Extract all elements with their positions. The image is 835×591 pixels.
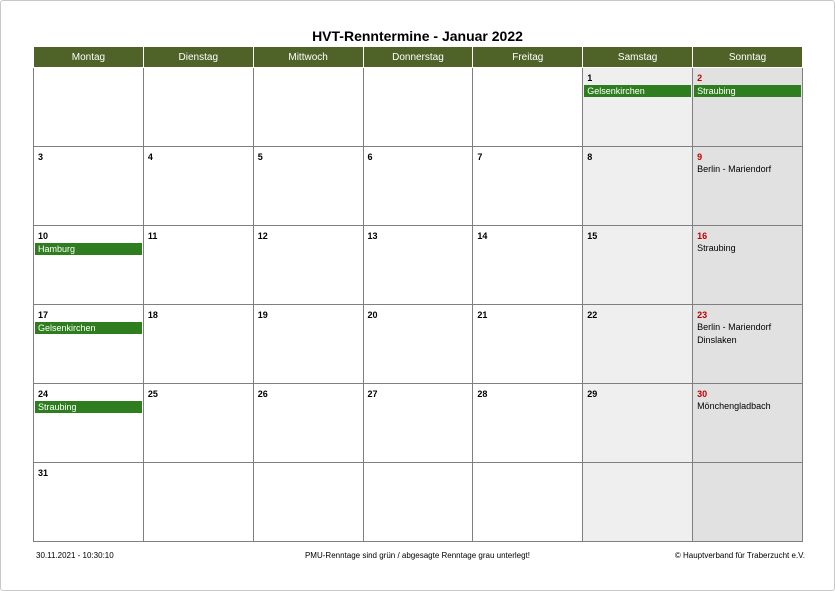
day-cell[interactable] [363,463,473,542]
race-event[interactable]: Mönchengladbach [697,401,771,411]
week-row [34,68,803,147]
calendar-body [34,68,803,542]
week-row [34,305,803,384]
day-cell[interactable] [473,68,583,147]
day-cell[interactable] [583,384,693,463]
day-cell[interactable] [363,305,473,384]
day-number: 11 [147,231,158,241]
day-number: 30 [697,389,708,399]
calendar-grid [33,46,803,542]
day-cell[interactable] [693,147,803,226]
day-cell[interactable] [363,384,473,463]
day-cell[interactable] [473,226,583,305]
day-number: 15 [587,231,598,241]
day-cell[interactable] [693,68,803,147]
weekday-header-row [34,47,803,68]
day-cell[interactable] [473,463,583,542]
weekday-header: Samstag [583,47,693,68]
day-number: 5 [257,152,263,162]
day-cell[interactable] [473,384,583,463]
day-cell[interactable] [693,305,803,384]
day-number: 1 [587,73,593,83]
week-row [34,384,803,463]
pmu-race-event[interactable]: Straubing [35,401,142,413]
day-cell[interactable] [143,305,253,384]
day-cell[interactable] [693,226,803,305]
day-cell[interactable] [583,305,693,384]
day-number: 26 [257,389,268,399]
race-event[interactable]: Berlin - Mariendorf [697,322,772,332]
day-number: 29 [587,389,598,399]
day-cell[interactable] [143,147,253,226]
day-number: 21 [477,310,488,320]
weekday-header: Sonntag [693,47,803,68]
day-cell[interactable] [143,463,253,542]
pmu-race-event[interactable]: Gelsenkirchen [35,322,142,334]
race-event[interactable]: Straubing [697,243,736,253]
day-cell[interactable] [34,463,144,542]
day-number: 17 [38,310,49,320]
page-title: HVT-Renntermine - Januar 2022 [312,28,523,44]
weekday-header: Dienstag [143,47,253,68]
pmu-race-event[interactable]: Straubing [694,85,801,97]
day-number: 3 [38,152,44,162]
weekday-header: Montag [34,47,144,68]
day-cell[interactable] [363,226,473,305]
day-cell[interactable] [253,463,363,542]
week-row [34,147,803,226]
day-number: 6 [367,152,373,162]
day-cell[interactable] [583,147,693,226]
race-event[interactable]: Berlin - Mariendorf [697,164,772,174]
day-number: 20 [367,310,378,320]
day-cell[interactable] [693,463,803,542]
day-number: 9 [697,152,703,162]
day-number: 14 [477,231,488,241]
day-cell[interactable] [363,68,473,147]
week-row [34,463,803,542]
legend-note: PMU-Renntage sind grün / abgesagte Renntage grau unterlegt! [304,551,531,560]
day-number: 31 [38,468,49,478]
pmu-race-event[interactable]: Hamburg [35,243,142,255]
day-cell[interactable] [583,463,693,542]
print-timestamp: 30.11.2021 - 10:30:10 [36,551,114,560]
day-number: 13 [367,231,378,241]
day-cell[interactable] [253,305,363,384]
day-number: 22 [587,310,598,320]
pmu-race-event[interactable]: Gelsenkirchen [584,85,691,97]
day-number: 24 [38,389,49,399]
weekday-header: Mittwoch [253,47,363,68]
day-cell[interactable] [34,147,144,226]
day-number: 25 [147,389,158,399]
day-cell[interactable] [34,226,144,305]
day-number: 8 [587,152,593,162]
day-number: 2 [697,73,703,83]
day-cell[interactable] [34,305,144,384]
day-cell[interactable] [143,384,253,463]
day-number: 10 [38,231,49,241]
day-number: 4 [147,152,153,162]
race-event[interactable]: Dinslaken [697,335,737,345]
day-cell[interactable] [143,68,253,147]
day-cell[interactable] [34,68,144,147]
weekday-header: Freitag [473,47,583,68]
day-number: 16 [697,231,708,241]
day-number: 12 [257,231,268,241]
day-number: 23 [697,310,708,320]
day-cell[interactable] [363,147,473,226]
day-number: 28 [477,389,488,399]
day-number: 27 [367,389,378,399]
day-number: 18 [147,310,158,320]
day-cell[interactable] [473,147,583,226]
day-cell[interactable] [253,147,363,226]
day-cell[interactable] [693,384,803,463]
day-number: 7 [477,152,483,162]
day-cell[interactable] [34,384,144,463]
day-cell[interactable] [253,68,363,147]
day-cell[interactable] [253,226,363,305]
week-row [34,226,803,305]
copyright-note: © Hauptverband für Traberzucht e.V. [674,551,805,560]
day-cell[interactable] [583,226,693,305]
day-cell[interactable] [253,384,363,463]
weekday-header: Donnerstag [363,47,473,68]
day-cell[interactable] [473,305,583,384]
day-cell[interactable] [583,68,693,147]
day-cell[interactable] [143,226,253,305]
day-number: 19 [257,310,268,320]
